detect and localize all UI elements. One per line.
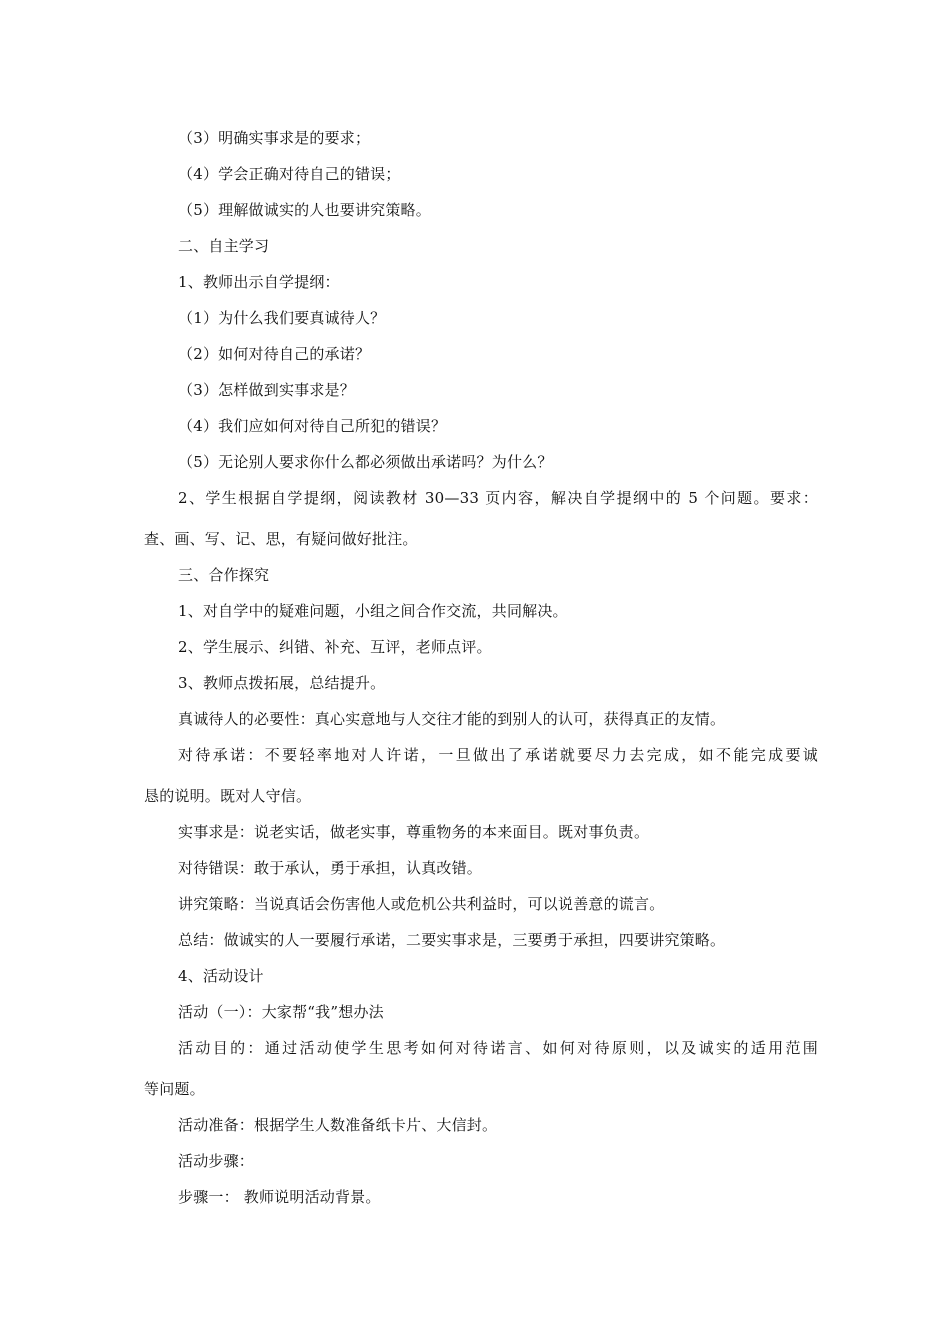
question-5: （5）无论别人要求你什么都必须做出承诺吗？为什么？ (178, 453, 553, 471)
paragraph-continuation: 查、画、写、记、思，有疑问做好批注。 (144, 530, 418, 548)
paragraph: 活动步骤： (178, 1152, 255, 1170)
paragraph-continuation: 等问题。 (144, 1080, 205, 1098)
paragraph: 2、学生根据自学提纲，阅读教材 30—33 页内容，解决自学提纲中的 5 个问题。要求： (178, 489, 818, 507)
objective-4: （4）学会正确对待自己的错误； (178, 165, 401, 183)
paragraph: 对待承诺：不要轻率地对人许诺，一旦做出了承诺就要尽力去完成，如不能完成要诚 (178, 746, 818, 764)
paragraph: 活动准备：根据学生人数准备纸卡片、大信封。 (178, 1116, 498, 1134)
paragraph: 对待错误：敢于承认，勇于承担，认真改错。 (178, 859, 483, 877)
section-heading-cooperative: 三、合作探究 (178, 566, 270, 584)
objective-5: （5）理解做诚实的人也要讲究策略。 (178, 201, 431, 219)
question-1: （1）为什么我们要真诚待人？ (178, 309, 386, 327)
paragraph: 活动目的：通过活动使学生思考如何对待诺言、如何对待原则，以及诚实的适用范围 (178, 1039, 818, 1057)
objective-3: （3）明确实事求是的要求； (178, 129, 371, 147)
paragraph: 1、对自学中的疑难问题，小组之间合作交流，共同解决。 (178, 602, 568, 620)
paragraph: 3、教师点拨拓展，总结提升。 (178, 674, 386, 692)
paragraph: 真诚待人的必要性：真心实意地与人交往才能的到别人的认可，获得真正的友情。 (178, 710, 726, 728)
paragraph: 讲究策略：当说真话会伤害他人或危机公共利益时，可以说善意的谎言。 (178, 895, 665, 913)
paragraph: 步骤一： 教师说明活动背景。 (178, 1188, 381, 1206)
paragraph: 2、学生展示、纠错、补充、互评，老师点评。 (178, 638, 492, 656)
section-heading-self-study: 二、自主学习 (178, 237, 270, 255)
activity-title: 活动（一）：大家帮“我”想办法 (178, 1003, 384, 1021)
paragraph: 实事求是：说老实话，做老实事，尊重物务的本来面目。既对事负责。 (178, 823, 650, 841)
question-2: （2）如何对待自己的承诺？ (178, 345, 371, 363)
subsection-heading: 4、活动设计 (178, 967, 264, 985)
question-4: （4）我们应如何对待自己所犯的错误？ (178, 417, 447, 435)
paragraph: 1、教师出示自学提纲： (178, 273, 340, 291)
question-3: （3）怎样做到实事求是？ (178, 381, 355, 399)
paragraph-continuation: 恳的说明。既对人守信。 (144, 787, 312, 805)
paragraph: 总结：做诚实的人一要履行承诺，二要实事求是，三要勇于承担，四要讲究策略。 (178, 931, 726, 949)
